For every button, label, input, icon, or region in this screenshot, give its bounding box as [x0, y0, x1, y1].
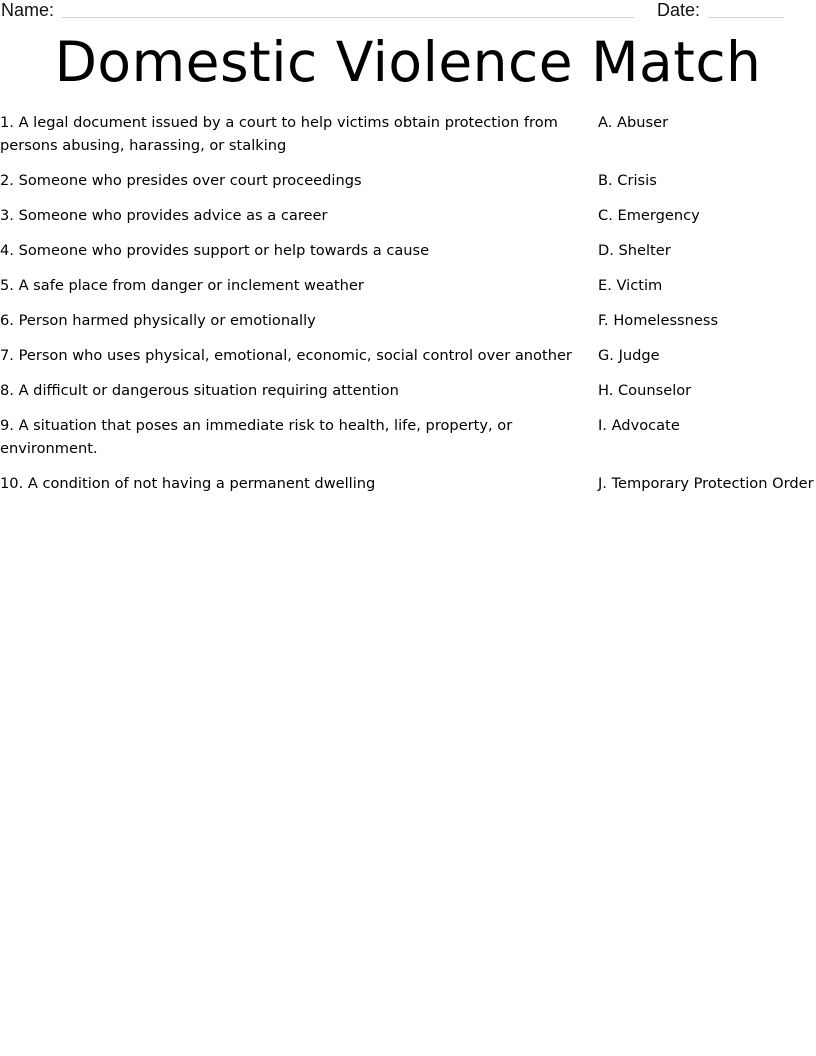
answer-item: I. Advocate: [598, 417, 680, 434]
question-item: 1. A legal document issued by a court to help victims obtain protection from persons abusing, harassing, or stalking: [0, 114, 558, 154]
page-title: Domestic Violence Match: [54, 30, 762, 94]
name-label: Name:: [1, 0, 55, 20]
answer-item: J. Temporary Protection Order: [598, 475, 814, 492]
worksheet-header: [0, 0, 816, 24]
questions-list: [0, 111, 584, 495]
date-field[interactable]: [708, 17, 784, 18]
answer-item: B. Crisis: [598, 172, 657, 189]
answer-item: G. Judge: [598, 347, 660, 364]
question-item: 9. A situation that poses an immediate risk to health, life, property, or environment.: [0, 417, 513, 457]
answer-item: F. Homelessness: [598, 312, 719, 329]
question-item: 10. A condition of not having a permanent dwelling: [0, 475, 376, 492]
answer-item: C. Emergency: [598, 207, 700, 224]
date-label: Date:: [657, 0, 701, 20]
question-item: 2. Someone who presides over court proceedings: [0, 172, 362, 189]
name-field[interactable]: [62, 17, 634, 18]
question-item: 4. Someone who provides support or help towards a cause: [0, 242, 430, 259]
question-item: 3. Someone who provides advice as a career: [0, 207, 328, 224]
answer-item: H. Counselor: [598, 382, 692, 399]
question-item: 7. Person who uses physical, emotional, economic, social control over another: [0, 347, 572, 364]
answer-item: D. Shelter: [598, 242, 671, 259]
question-item: 6. Person harmed physically or emotionally: [0, 312, 316, 329]
answer-item: E. Victim: [598, 277, 663, 294]
question-item: 8. A difficult or dangerous situation requiring attention: [0, 382, 399, 399]
question-item: 5. A safe place from danger or inclement weather: [0, 277, 364, 294]
answers-list: [598, 111, 816, 495]
answer-item: A. Abuser: [598, 114, 669, 131]
